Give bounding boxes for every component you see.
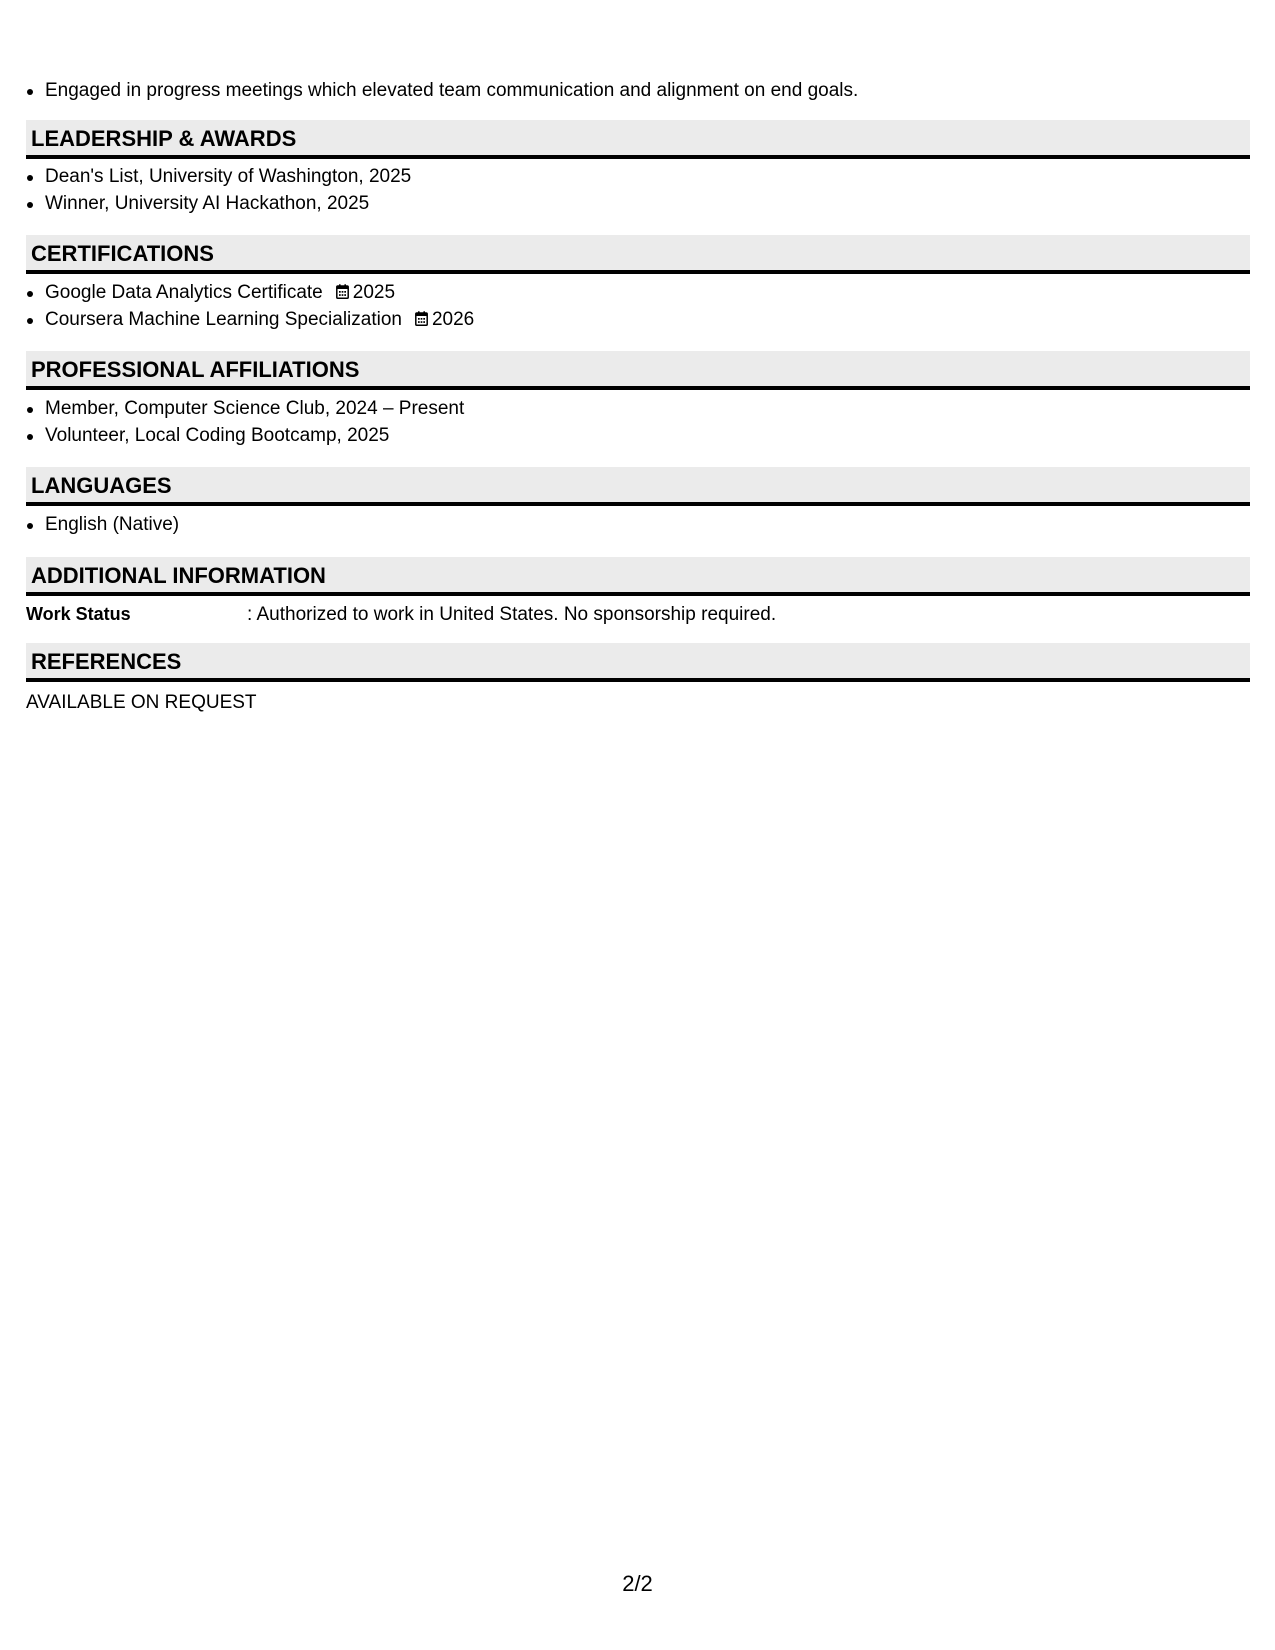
work-status-row: [26, 601, 1250, 628]
experience-bullets: [26, 77, 1250, 104]
leadership-item: Dean's List, University of Washington, 2025: [26, 163, 1250, 190]
section-header-additional-information: ADDITIONAL INFORMATION: [26, 557, 1250, 596]
work-status-value: : Authorized to work in United States. No sponsorship required.: [247, 604, 777, 625]
experience-bullet: Engaged in progress meetings which elevated team communication and alignment on end goals.: [26, 77, 1250, 104]
leadership-list: [26, 163, 1250, 217]
certification-item: [26, 306, 1250, 333]
leadership-item: Winner, University AI Hackathon, 2025: [26, 190, 1250, 217]
section-header-certifications: CERTIFICATIONS: [26, 235, 1250, 274]
certification-name: Google Data Analytics Certificate: [45, 282, 323, 303]
certification-year: 2025: [352, 282, 396, 303]
references-text: AVAILABLE ON REQUEST: [26, 692, 257, 713]
section-header-leadership: LEADERSHIP & AWARDS: [26, 120, 1250, 159]
affiliation-item: Member, Computer Science Club, 2024 – Present: [26, 395, 1250, 422]
work-status-label: Work Status: [26, 604, 131, 624]
certifications-list: [26, 279, 1250, 333]
language-item: English (Native): [26, 511, 1250, 538]
certification-name: Coursera Machine Learning Specialization: [45, 309, 402, 330]
languages-list: [26, 511, 1250, 538]
certification-year: 2026: [431, 309, 475, 330]
section-header-affiliations: PROFESSIONAL AFFILIATIONS: [26, 351, 1250, 390]
certification-item: [26, 279, 1250, 306]
section-header-references: REFERENCES: [26, 643, 1250, 682]
page-number: 2/2: [622, 1571, 653, 1596]
calendar-icon: [336, 280, 349, 295]
section-header-languages: LANGUAGES: [26, 467, 1250, 506]
affiliation-item: Volunteer, Local Coding Bootcamp, 2025: [26, 422, 1250, 449]
affiliations-list: [26, 395, 1250, 449]
calendar-icon: [415, 307, 428, 322]
